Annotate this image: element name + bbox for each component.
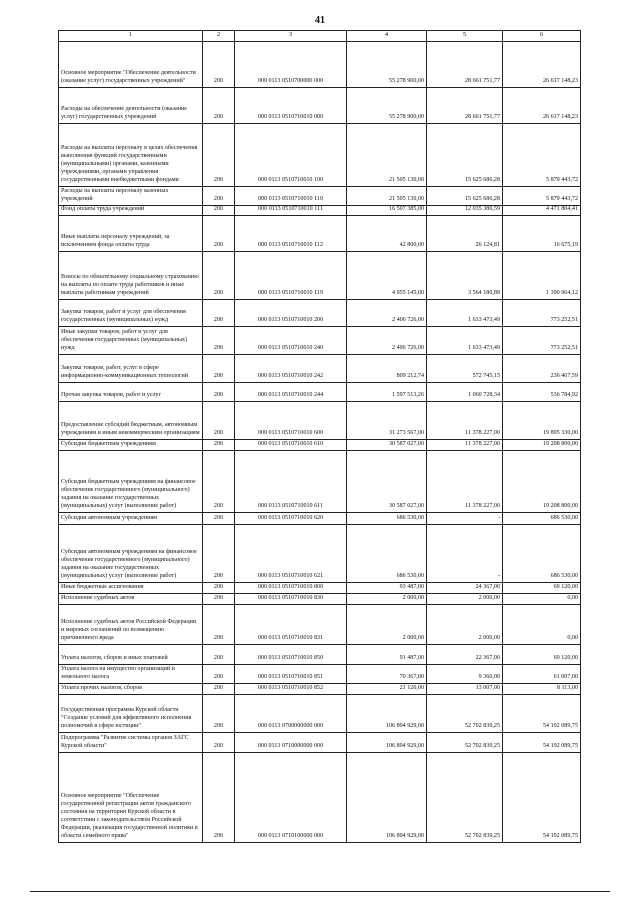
table-row (59, 525, 581, 583)
row-unexecuted: 5 879 443,72 (503, 124, 581, 187)
row-approved: 2 406 726,00 (347, 327, 427, 355)
row-budget-code: 000 0113 0510710010 000 (235, 88, 347, 124)
row-budget-code: 000 0113 0510710010 244 (235, 383, 347, 402)
page-number: 41 (315, 15, 325, 26)
row-budget-code: 000 0113 0510710010 621 (235, 525, 347, 583)
row-budget-code: 000 0113 0510710010 620 (235, 513, 347, 525)
row-unexecuted: 773 252,51 (503, 327, 581, 355)
row-name: Взносы по обязательному социальному страхованию на выплаты по оплате труда работников и иные выплаты работникам учреждений (59, 252, 203, 300)
row-line-code: 200 (203, 525, 235, 583)
row-unexecuted: 26 617 148,23 (503, 42, 581, 88)
table-row (59, 187, 581, 206)
page-bottom-rule (30, 891, 610, 892)
row-executed: 26 124,81 (427, 216, 503, 252)
row-line-code: 200 (203, 124, 235, 187)
row-executed: 2 000,00 (427, 605, 503, 645)
row-budget-code: 000 0113 0700000000 000 (235, 695, 347, 733)
row-line-code: 200 (203, 665, 235, 684)
row-line-code: 200 (203, 684, 235, 695)
row-executed: 2 000,00 (427, 594, 503, 605)
row-budget-code: 000 0113 0510710010 242 (235, 355, 347, 383)
row-executed: 52 702 839,25 (427, 695, 503, 733)
row-line-code: 200 (203, 206, 235, 216)
row-budget-code: 000 0113 0710000000 000 (235, 733, 347, 753)
row-line-code: 200 (203, 187, 235, 206)
table-row (59, 42, 581, 88)
row-unexecuted: 0,00 (503, 594, 581, 605)
row-executed: 52 702 839,25 (427, 753, 503, 843)
row-name: Расходы на выплаты персоналу в целях обеспечения выполнения функций государственными (муниципальными) органами, казенными учреждениями, органами управления государственными внебюджетными фондами (59, 124, 203, 187)
row-unexecuted: 236 467,59 (503, 355, 581, 383)
table-row (59, 300, 581, 327)
row-executed: 13 007,00 (427, 684, 503, 695)
row-budget-code: 000 0113 0510710010 611 (235, 451, 347, 513)
column-header-6: 6 (503, 31, 581, 42)
row-approved: 21 120,00 (347, 684, 427, 695)
row-executed: 52 702 839,25 (427, 733, 503, 753)
table-row (59, 733, 581, 753)
row-budget-code: 000 0113 0510710010 200 (235, 300, 347, 327)
row-approved: 1 597 513,26 (347, 383, 427, 402)
row-name: Прочая закупка товаров, работ и услуг (59, 383, 203, 402)
row-name: Иные закупки товаров, работ и услуг для обеспечения государственных (муниципальных) нужд (59, 327, 203, 355)
row-approved: 55 278 900,00 (347, 88, 427, 124)
row-line-code: 200 (203, 605, 235, 645)
row-approved: 16 507 385,00 (347, 206, 427, 216)
table-row (59, 252, 581, 300)
row-approved: 21 505 130,00 (347, 187, 427, 206)
table-header-row (59, 31, 581, 42)
table-row (59, 665, 581, 684)
row-executed: 11 378 227,00 (427, 440, 503, 451)
row-line-code: 200 (203, 42, 235, 88)
row-name: Исполнение судебных актов (59, 594, 203, 605)
row-unexecuted: 536 784,92 (503, 383, 581, 402)
row-unexecuted: 26 617 148,23 (503, 88, 581, 124)
table-row (59, 88, 581, 124)
row-approved: 2 000,00 (347, 605, 427, 645)
table-row (59, 451, 581, 513)
row-name: Уплата налогов, сборов и иных платежей (59, 645, 203, 665)
row-approved: 31 273 567,00 (347, 402, 427, 440)
table-row (59, 402, 581, 440)
table-row (59, 216, 581, 252)
row-line-code: 200 (203, 753, 235, 843)
row-unexecuted: 0,00 (503, 605, 581, 645)
table-row (59, 206, 581, 216)
row-line-code: 200 (203, 327, 235, 355)
row-line-code: 200 (203, 383, 235, 402)
row-executed: 28 661 751,77 (427, 42, 503, 88)
row-unexecuted: 19 208 800,00 (503, 440, 581, 451)
column-header-5: 5 (427, 31, 503, 42)
table-row (59, 684, 581, 695)
row-approved: 106 894 929,00 (347, 695, 427, 733)
row-approved: 106 894 929,00 (347, 753, 427, 843)
row-unexecuted: 54 192 089,75 (503, 733, 581, 753)
row-executed: 15 625 686,28 (427, 124, 503, 187)
row-executed: 24 367,00 (427, 583, 503, 594)
budget-execution-table (58, 30, 581, 843)
row-line-code: 200 (203, 355, 235, 383)
table-row (59, 594, 581, 605)
row-approved: 93 487,00 (347, 583, 427, 594)
row-executed: 9 360,00 (427, 665, 503, 684)
row-approved: 30 587 027,00 (347, 451, 427, 513)
row-line-code: 200 (203, 645, 235, 665)
row-name: Субсидии автономным учреждениям (59, 513, 203, 525)
row-name: Основное мероприятие "Обеспечение государственной регистрации актов гражданского состояния на территории Курской области в соответствии с законодательством Российской Федерации, реализация государственной политики в области семейного права" (59, 753, 203, 843)
row-approved: 70 367,00 (347, 665, 427, 684)
row-executed: 15 625 686,28 (427, 187, 503, 206)
row-line-code: 200 (203, 252, 235, 300)
row-approved: 2 406 726,00 (347, 300, 427, 327)
row-budget-code: 000 0113 0710100000 000 (235, 753, 347, 843)
table-row (59, 327, 581, 355)
row-budget-code: 000 0113 0510710010 600 (235, 402, 347, 440)
row-name: Фонд оплаты труда учреждений (59, 206, 203, 216)
row-budget-code: 000 0113 0510710010 111 (235, 206, 347, 216)
row-name: Закупка товаров, работ и услуг для обеспечения государственных (муниципальных) нужд (59, 300, 203, 327)
row-approved: 4 955 145,00 (347, 252, 427, 300)
table-row (59, 440, 581, 451)
row-unexecuted: 69 120,00 (503, 645, 581, 665)
row-approved: 30 587 027,00 (347, 440, 427, 451)
row-unexecuted: 1 390 964,12 (503, 252, 581, 300)
row-executed: 11 378 227,00 (427, 402, 503, 440)
table-row (59, 383, 581, 402)
row-line-code: 200 (203, 695, 235, 733)
row-line-code: 200 (203, 733, 235, 753)
row-line-code: 200 (203, 216, 235, 252)
row-approved: 106 894 929,00 (347, 733, 427, 753)
row-approved: 21 505 130,00 (347, 124, 427, 187)
row-name: Подпрограмма "Развитие системы органов ЗАГС Курской области" (59, 733, 203, 753)
row-line-code: 200 (203, 300, 235, 327)
row-budget-code: 000 0113 0510710010 830 (235, 594, 347, 605)
row-approved: 55 278 900,00 (347, 42, 427, 88)
row-budget-code: 000 0113 0510710010 831 (235, 605, 347, 645)
row-executed: 22 367,00 (427, 645, 503, 665)
row-executed: 1 633 473,49 (427, 300, 503, 327)
row-name: Основное мероприятие "Обеспечение деятельности (оказание услуг) государственных учреждений" (59, 42, 203, 88)
row-name: Предоставление субсидий бюджетным, автономным учреждениям и иным некоммерческим организациям (59, 402, 203, 440)
row-budget-code: 000 0113 0510710010 110 (235, 187, 347, 206)
row-unexecuted: 54 192 089,75 (503, 753, 581, 843)
column-header-2: 2 (203, 31, 235, 42)
row-unexecuted: 69 120,00 (503, 583, 581, 594)
row-line-code: 200 (203, 513, 235, 525)
row-budget-code: 000 0113 0510700000 000 (235, 42, 347, 88)
table-row (59, 645, 581, 665)
row-executed: - (427, 513, 503, 525)
row-budget-code: 000 0113 0510710010 100 (235, 124, 347, 187)
table-row (59, 124, 581, 187)
row-unexecuted: 4 471 804,41 (503, 206, 581, 216)
table-row (59, 695, 581, 733)
row-line-code: 200 (203, 451, 235, 513)
row-executed: 1 060 728,34 (427, 383, 503, 402)
row-line-code: 200 (203, 88, 235, 124)
row-approved: 686 530,00 (347, 513, 427, 525)
column-header-3: 3 (235, 31, 347, 42)
row-name: Субсидии бюджетным учреждениям на финансовое обеспечение государственного (муниципального) задания на оказание государственных (муниципальных) услуг (выполнение работ) (59, 451, 203, 513)
row-unexecuted: 8 113,00 (503, 684, 581, 695)
row-approved: 42 800,00 (347, 216, 427, 252)
row-name: Уплата налога на имущество организаций и земельного налога (59, 665, 203, 684)
column-header-4: 4 (347, 31, 427, 42)
row-name: Исполнение судебных актов Российской Федерации и мировых соглашений по возмещению причиненного вреда (59, 605, 203, 645)
row-budget-code: 000 0113 0510710010 240 (235, 327, 347, 355)
row-executed: - (427, 525, 503, 583)
row-name: Расходы на обеспечение деятельности (оказание услуг) государственных учреждений (59, 88, 203, 124)
row-approved: 91 487,00 (347, 645, 427, 665)
row-budget-code: 000 0113 0510710010 800 (235, 583, 347, 594)
table-row (59, 753, 581, 843)
row-unexecuted: 54 192 089,75 (503, 695, 581, 733)
row-budget-code: 000 0113 0510710010 610 (235, 440, 347, 451)
row-unexecuted: 61 007,00 (503, 665, 581, 684)
row-name: Уплата прочих налогов, сборов (59, 684, 203, 695)
row-approved: 686 530,00 (347, 525, 427, 583)
row-budget-code: 000 0113 0510710010 850 (235, 645, 347, 665)
row-unexecuted: 5 879 443,72 (503, 187, 581, 206)
table-row (59, 583, 581, 594)
column-header-1: 1 (59, 31, 203, 42)
row-name: Субсидии автономным учреждениям на финансовое обеспечение государственного (муниципального) задания на оказание государственных (муниципальных) услуг (выполнение работ) (59, 525, 203, 583)
row-unexecuted: 773 252,51 (503, 300, 581, 327)
row-budget-code: 000 0113 0510710010 119 (235, 252, 347, 300)
row-budget-code: 000 0113 0510710010 112 (235, 216, 347, 252)
row-unexecuted: 686 530,00 (503, 513, 581, 525)
row-executed: 12 035 380,59 (427, 206, 503, 216)
row-line-code: 200 (203, 402, 235, 440)
row-executed: 572 745,15 (427, 355, 503, 383)
row-unexecuted: 19 208 800,00 (503, 451, 581, 513)
row-budget-code: 000 0113 0510710010 852 (235, 684, 347, 695)
row-executed: 3 564 180,88 (427, 252, 503, 300)
row-name: Иные бюджетные ассигнования (59, 583, 203, 594)
row-line-code: 200 (203, 440, 235, 451)
row-name: Иные выплаты персоналу учреждений, за исключением фонда оплаты труда (59, 216, 203, 252)
row-executed: 28 661 751,77 (427, 88, 503, 124)
row-unexecuted: 686 530,00 (503, 525, 581, 583)
row-executed: 1 633 473,49 (427, 327, 503, 355)
row-approved: 809 212,74 (347, 355, 427, 383)
row-executed: 11 378 227,00 (427, 451, 503, 513)
row-name: Субсидии бюджетным учреждениям (59, 440, 203, 451)
row-line-code: 200 (203, 583, 235, 594)
row-unexecuted: 19 895 330,00 (503, 402, 581, 440)
row-unexecuted: 16 675,19 (503, 216, 581, 252)
table-row (59, 355, 581, 383)
row-name: Расходы на выплаты персоналу казенных учреждений (59, 187, 203, 206)
table-row (59, 513, 581, 525)
row-approved: 2 000,00 (347, 594, 427, 605)
row-budget-code: 000 0113 0510710010 851 (235, 665, 347, 684)
table-row (59, 605, 581, 645)
row-name: Закупка товаров, работ, услуг в сфере информационно-коммуникационных технологий (59, 355, 203, 383)
row-name: Государственная программа Курской области "Создание условий для эффективного исполнения полномочий в сфере юстиции" (59, 695, 203, 733)
row-line-code: 200 (203, 594, 235, 605)
